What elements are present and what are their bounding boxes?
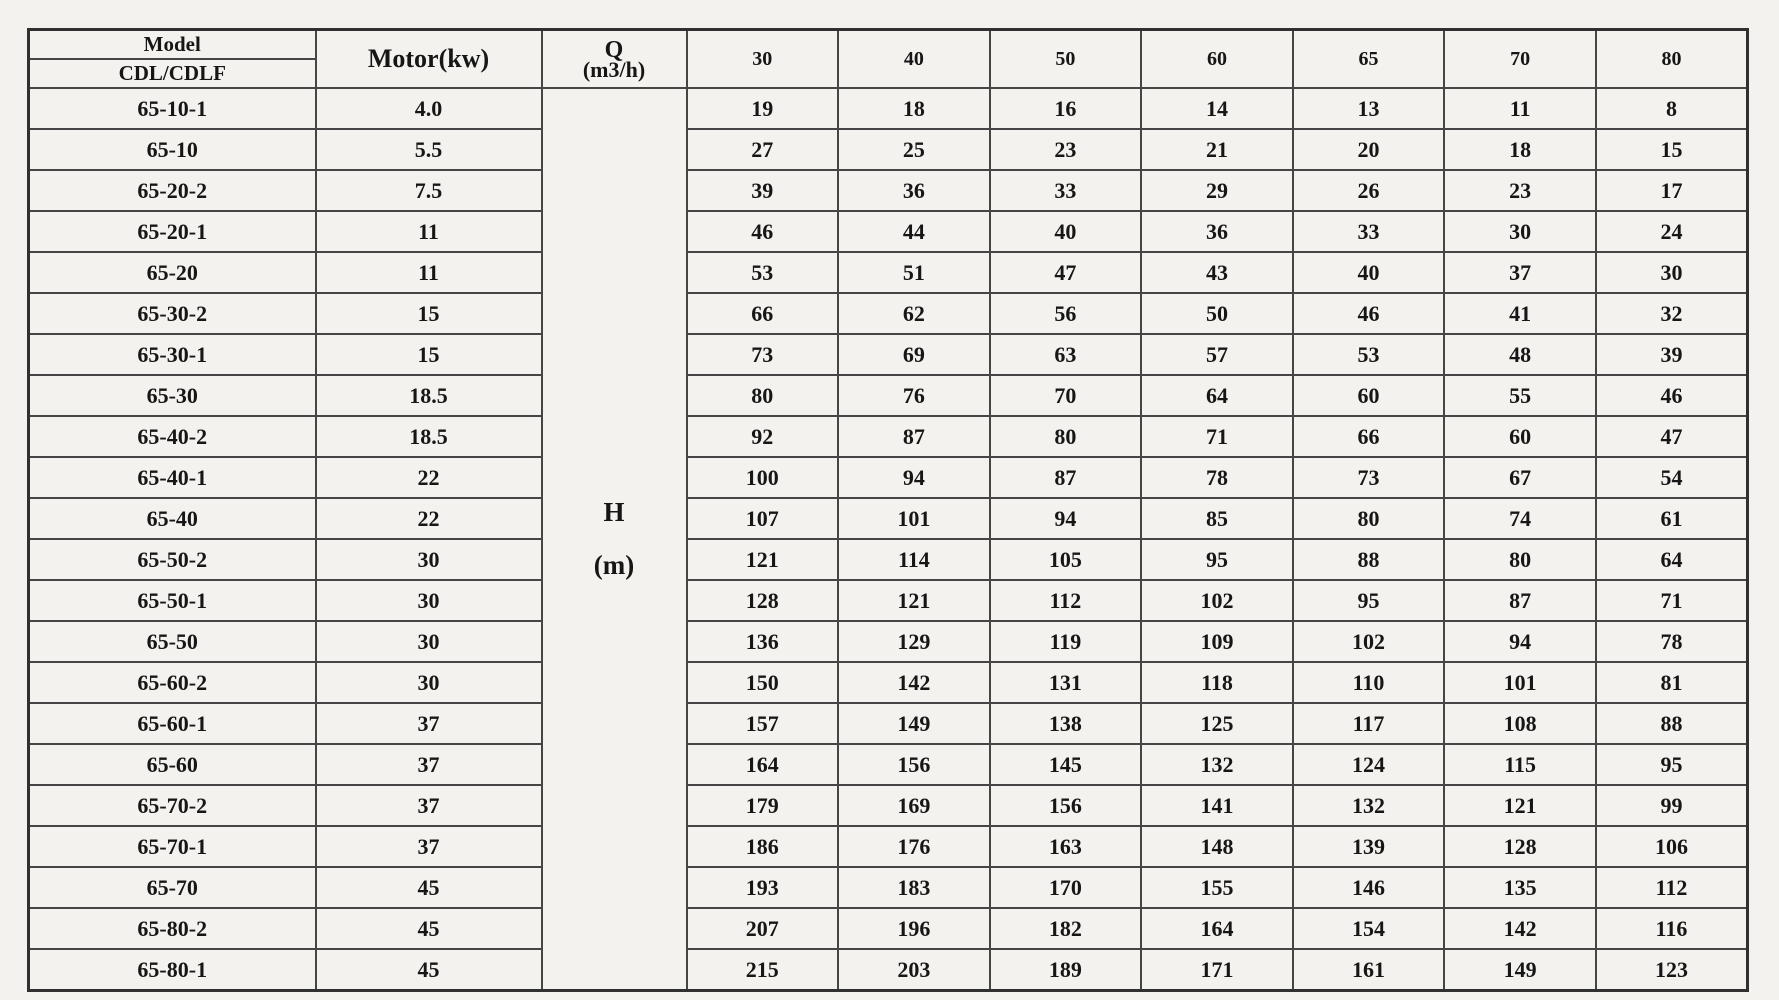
head-value-cell: 87 <box>990 457 1142 498</box>
head-value-cell: 186 <box>687 826 839 867</box>
head-value-cell: 60 <box>1444 416 1596 457</box>
head-unit-label: (m) <box>593 550 635 580</box>
head-value-cell: 100 <box>687 457 839 498</box>
model-cell: 65-80-1 <box>29 949 316 991</box>
table-row <box>29 375 1748 416</box>
head-value-cell: 85 <box>1141 498 1293 539</box>
head-value-cell: 215 <box>687 949 839 991</box>
head-value-cell: 154 <box>1293 908 1445 949</box>
model-cell: 65-50-1 <box>29 580 316 621</box>
head-value-cell: 66 <box>687 293 839 334</box>
head-value-cell: 142 <box>838 662 990 703</box>
table-body <box>29 88 1748 991</box>
head-value-cell: 39 <box>687 170 839 211</box>
pump-head-table <box>27 28 1749 992</box>
head-value-cell: 145 <box>990 744 1142 785</box>
head-value-cell: 46 <box>687 211 839 252</box>
motor-power-cell: 15 <box>316 334 542 375</box>
motor-power-cell: 7.5 <box>316 170 542 211</box>
head-value-cell: 110 <box>1293 662 1445 703</box>
head-value-cell: 80 <box>1293 498 1445 539</box>
table-row <box>29 498 1748 539</box>
head-value-cell: 146 <box>1293 867 1445 908</box>
head-value-cell: 76 <box>838 375 990 416</box>
head-value-cell: 136 <box>687 621 839 662</box>
motor-power-cell: 37 <box>316 785 542 826</box>
head-value-cell: 27 <box>687 129 839 170</box>
motor-power-cell: 22 <box>316 457 542 498</box>
motor-power-cell: 5.5 <box>316 129 542 170</box>
head-value-cell: 25 <box>838 129 990 170</box>
head-value-cell: 44 <box>838 211 990 252</box>
motor-power-cell: 18.5 <box>316 416 542 457</box>
head-value-cell: 149 <box>838 703 990 744</box>
motor-power-cell: 30 <box>316 580 542 621</box>
head-value-cell: 26 <box>1293 170 1445 211</box>
head-value-cell: 101 <box>1444 662 1596 703</box>
head-value-cell: 80 <box>990 416 1142 457</box>
head-value-cell: 69 <box>838 334 990 375</box>
head-value-cell: 139 <box>1293 826 1445 867</box>
model-cell: 65-20 <box>29 252 316 293</box>
model-cell: 65-10 <box>29 129 316 170</box>
flow-column-header: 50 <box>990 30 1142 89</box>
head-value-cell: 95 <box>1293 580 1445 621</box>
head-value-cell: 62 <box>838 293 990 334</box>
head-value-cell: 39 <box>1596 334 1748 375</box>
head-value-cell: 102 <box>1141 580 1293 621</box>
motor-power-cell: 37 <box>316 703 542 744</box>
head-value-cell: 112 <box>1596 867 1748 908</box>
head-value-cell: 116 <box>1596 908 1748 949</box>
head-value-cell: 46 <box>1293 293 1445 334</box>
head-value-cell: 155 <box>1141 867 1293 908</box>
head-value-cell: 18 <box>838 88 990 129</box>
head-value-cell: 71 <box>1596 580 1748 621</box>
table-row <box>29 744 1748 785</box>
head-value-cell: 161 <box>1293 949 1445 991</box>
flow-column-header: 65 <box>1293 30 1445 89</box>
head-value-cell: 92 <box>687 416 839 457</box>
flow-unit-label: (m3/h) <box>582 56 646 82</box>
model-cell: 65-80-2 <box>29 908 316 949</box>
head-value-cell: 157 <box>687 703 839 744</box>
head-value-cell: 18 <box>1444 129 1596 170</box>
table-row <box>29 826 1748 867</box>
head-value-cell: 71 <box>1141 416 1293 457</box>
model-cell: 65-60 <box>29 744 316 785</box>
head-value-cell: 128 <box>687 580 839 621</box>
flow-column-header: 40 <box>838 30 990 89</box>
table-row <box>29 949 1748 991</box>
head-value-cell: 53 <box>687 252 839 293</box>
head-value-cell: 114 <box>838 539 990 580</box>
model-cell: 65-70-2 <box>29 785 316 826</box>
head-value-cell: 21 <box>1141 129 1293 170</box>
head-value-cell: 43 <box>1141 252 1293 293</box>
head-value-cell: 150 <box>687 662 839 703</box>
head-value-cell: 132 <box>1293 785 1445 826</box>
head-value-cell: 61 <box>1596 498 1748 539</box>
table-row <box>29 416 1748 457</box>
head-value-cell: 117 <box>1293 703 1445 744</box>
motor-power-cell: 4.0 <box>316 88 542 129</box>
model-cell: 65-30-2 <box>29 293 316 334</box>
head-value-cell: 121 <box>687 539 839 580</box>
head-value-cell: 108 <box>1444 703 1596 744</box>
head-value-cell: 99 <box>1596 785 1748 826</box>
head-symbol-label: H <box>603 497 625 527</box>
head-value-cell: 148 <box>1141 826 1293 867</box>
head-value-cell: 17 <box>1596 170 1748 211</box>
head-value-cell: 51 <box>838 252 990 293</box>
head-value-cell: 40 <box>990 211 1142 252</box>
head-value-cell: 193 <box>687 867 839 908</box>
head-value-cell: 11 <box>1444 88 1596 129</box>
flow-column-header: 30 <box>687 30 839 89</box>
head-value-cell: 109 <box>1141 621 1293 662</box>
head-value-cell: 182 <box>990 908 1142 949</box>
head-value-cell: 112 <box>990 580 1142 621</box>
model-cell: 65-20-2 <box>29 170 316 211</box>
head-value-cell: 78 <box>1596 621 1748 662</box>
table-header <box>29 30 1748 89</box>
head-value-cell: 207 <box>687 908 839 949</box>
head-value-cell: 74 <box>1444 498 1596 539</box>
flow-header-cell <box>542 30 687 89</box>
flow-column-header: 60 <box>1141 30 1293 89</box>
head-value-cell: 64 <box>1596 539 1748 580</box>
head-value-cell: 32 <box>1596 293 1748 334</box>
head-value-cell: 94 <box>838 457 990 498</box>
model-cell: 65-60-2 <box>29 662 316 703</box>
head-value-cell: 57 <box>1141 334 1293 375</box>
table-row <box>29 129 1748 170</box>
motor-power-cell: 37 <box>316 826 542 867</box>
table-row <box>29 457 1748 498</box>
motor-power-cell: 30 <box>316 662 542 703</box>
motor-power-cell: 30 <box>316 621 542 662</box>
head-value-cell: 36 <box>838 170 990 211</box>
head-value-cell: 64 <box>1141 375 1293 416</box>
motor-power-cell: 22 <box>316 498 542 539</box>
model-cell: 65-40 <box>29 498 316 539</box>
table-row <box>29 334 1748 375</box>
head-value-cell: 88 <box>1293 539 1445 580</box>
head-value-cell: 105 <box>990 539 1142 580</box>
table-row <box>29 703 1748 744</box>
head-value-cell: 121 <box>1444 785 1596 826</box>
motor-power-cell: 30 <box>316 539 542 580</box>
head-value-cell: 46 <box>1596 375 1748 416</box>
head-value-cell: 101 <box>838 498 990 539</box>
table-row <box>29 211 1748 252</box>
table-row <box>29 170 1748 211</box>
table-row <box>29 785 1748 826</box>
model-cell: 65-40-1 <box>29 457 316 498</box>
flow-symbol-label: Q <box>604 36 624 63</box>
head-value-cell: 47 <box>1596 416 1748 457</box>
head-value-cell: 70 <box>990 375 1142 416</box>
head-value-cell: 95 <box>1596 744 1748 785</box>
model-cell: 65-70 <box>29 867 316 908</box>
head-value-cell: 94 <box>1444 621 1596 662</box>
header-row-top <box>29 30 1748 60</box>
head-value-cell: 24 <box>1596 211 1748 252</box>
head-value-cell: 189 <box>990 949 1142 991</box>
head-value-cell: 8 <box>1596 88 1748 129</box>
head-value-cell: 179 <box>687 785 839 826</box>
head-value-cell: 36 <box>1141 211 1293 252</box>
model-cell: 65-60-1 <box>29 703 316 744</box>
model-cell: 65-10-1 <box>29 88 316 129</box>
head-value-cell: 13 <box>1293 88 1445 129</box>
head-value-cell: 50 <box>1141 293 1293 334</box>
head-value-cell: 125 <box>1141 703 1293 744</box>
head-value-cell: 183 <box>838 867 990 908</box>
model-cell: 65-50 <box>29 621 316 662</box>
motor-power-cell: 15 <box>316 293 542 334</box>
head-value-cell: 15 <box>1596 129 1748 170</box>
motor-power-cell: 11 <box>316 252 542 293</box>
motor-power-cell: 45 <box>316 908 542 949</box>
head-value-cell: 203 <box>838 949 990 991</box>
head-value-cell: 23 <box>1444 170 1596 211</box>
head-value-cell: 80 <box>687 375 839 416</box>
head-value-cell: 41 <box>1444 293 1596 334</box>
motor-header-label: Motor(kw) <box>316 30 542 89</box>
head-value-cell: 138 <box>990 703 1142 744</box>
head-value-cell: 88 <box>1596 703 1748 744</box>
table-row <box>29 662 1748 703</box>
head-value-cell: 23 <box>990 129 1142 170</box>
motor-power-cell: 45 <box>316 867 542 908</box>
head-value-cell: 95 <box>1141 539 1293 580</box>
head-value-cell: 29 <box>1141 170 1293 211</box>
motor-power-cell: 45 <box>316 949 542 991</box>
head-value-cell: 54 <box>1596 457 1748 498</box>
head-value-cell: 128 <box>1444 826 1596 867</box>
head-value-cell: 141 <box>1141 785 1293 826</box>
head-value-cell: 123 <box>1596 949 1748 991</box>
head-value-cell: 171 <box>1141 949 1293 991</box>
head-value-cell: 156 <box>838 744 990 785</box>
head-value-cell: 19 <box>687 88 839 129</box>
head-value-cell: 63 <box>990 334 1142 375</box>
motor-power-cell: 18.5 <box>316 375 542 416</box>
head-value-cell: 53 <box>1293 334 1445 375</box>
head-value-cell: 67 <box>1444 457 1596 498</box>
table-row <box>29 88 1748 129</box>
head-value-cell: 56 <box>990 293 1142 334</box>
model-cell: 65-30-1 <box>29 334 316 375</box>
head-value-cell: 132 <box>1141 744 1293 785</box>
head-value-cell: 196 <box>838 908 990 949</box>
head-value-cell: 47 <box>990 252 1142 293</box>
head-value-cell: 115 <box>1444 744 1596 785</box>
flow-column-header: 80 <box>1596 30 1748 89</box>
head-value-cell: 119 <box>990 621 1142 662</box>
head-value-cell: 149 <box>1444 949 1596 991</box>
head-value-cell: 170 <box>990 867 1142 908</box>
head-value-cell: 81 <box>1596 662 1748 703</box>
head-value-cell: 30 <box>1444 211 1596 252</box>
head-value-cell: 176 <box>838 826 990 867</box>
head-value-cell: 169 <box>838 785 990 826</box>
head-value-cell: 121 <box>838 580 990 621</box>
head-value-cell: 60 <box>1293 375 1445 416</box>
table-row <box>29 580 1748 621</box>
head-value-cell: 164 <box>1141 908 1293 949</box>
head-value-cell: 73 <box>687 334 839 375</box>
head-value-cell: 135 <box>1444 867 1596 908</box>
head-value-cell: 124 <box>1293 744 1445 785</box>
head-value-cell: 66 <box>1293 416 1445 457</box>
head-value-cell: 164 <box>687 744 839 785</box>
head-value-cell: 48 <box>1444 334 1596 375</box>
table-row <box>29 621 1748 662</box>
head-value-cell: 156 <box>990 785 1142 826</box>
head-value-cell: 33 <box>1293 211 1445 252</box>
model-cell: 65-50-2 <box>29 539 316 580</box>
head-value-cell: 30 <box>1596 252 1748 293</box>
table-row <box>29 867 1748 908</box>
head-value-cell: 78 <box>1141 457 1293 498</box>
head-value-cell: 102 <box>1293 621 1445 662</box>
head-value-cell: 55 <box>1444 375 1596 416</box>
head-value-cell: 87 <box>838 416 990 457</box>
model-cell: 65-70-1 <box>29 826 316 867</box>
model-cell: 65-30 <box>29 375 316 416</box>
model-cell: 65-20-1 <box>29 211 316 252</box>
model-series-label: CDL/CDLF <box>29 59 316 88</box>
head-value-cell: 118 <box>1141 662 1293 703</box>
table-row <box>29 539 1748 580</box>
head-value-cell: 33 <box>990 170 1142 211</box>
flow-column-header: 70 <box>1444 30 1596 89</box>
head-value-cell: 163 <box>990 826 1142 867</box>
head-value-cell: 40 <box>1293 252 1445 293</box>
model-header-label: Model <box>29 30 316 60</box>
head-value-cell: 106 <box>1596 826 1748 867</box>
table-row <box>29 252 1748 293</box>
head-value-cell: 131 <box>990 662 1142 703</box>
table-row <box>29 293 1748 334</box>
head-value-cell: 80 <box>1444 539 1596 580</box>
table-row <box>29 908 1748 949</box>
head-value-cell: 142 <box>1444 908 1596 949</box>
head-value-cell: 129 <box>838 621 990 662</box>
head-value-cell: 14 <box>1141 88 1293 129</box>
head-value-cell: 37 <box>1444 252 1596 293</box>
motor-power-cell: 37 <box>316 744 542 785</box>
head-value-cell: 16 <box>990 88 1142 129</box>
head-unit-merged-cell <box>542 88 687 991</box>
head-value-cell: 107 <box>687 498 839 539</box>
head-value-cell: 73 <box>1293 457 1445 498</box>
model-cell: 65-40-2 <box>29 416 316 457</box>
motor-power-cell: 11 <box>316 211 542 252</box>
head-value-cell: 94 <box>990 498 1142 539</box>
head-value-cell: 20 <box>1293 129 1445 170</box>
head-value-cell: 87 <box>1444 580 1596 621</box>
